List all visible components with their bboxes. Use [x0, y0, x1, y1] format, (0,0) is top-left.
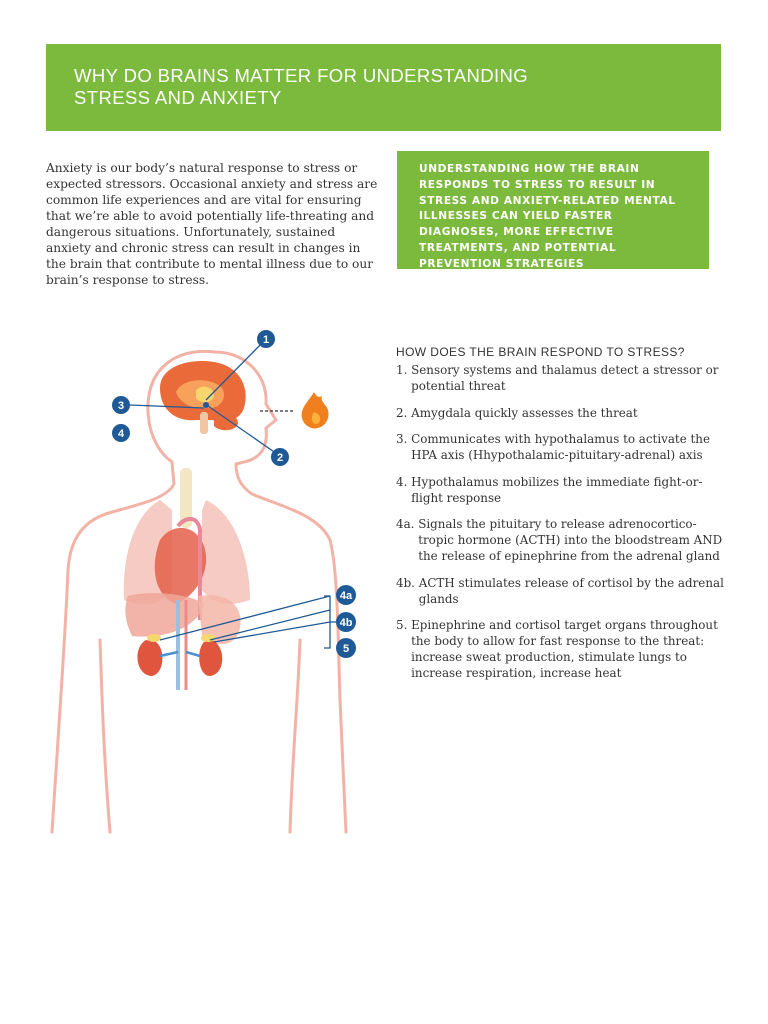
step-text: ACTH stimulates release of cortisol by the adrenal glands — [418, 575, 724, 606]
step-number: 2. — [396, 405, 412, 420]
svg-text:2: 2 — [276, 452, 284, 464]
step-text: Epinephrine and cortisol target organs throughout the body to allow for fast response to the threat: increase sweat production, stimulate lungs to increase respiration, increase heat — [411, 618, 718, 680]
step-item — [396, 617, 726, 681]
thorax-organs — [124, 468, 250, 690]
right-lung — [202, 500, 250, 604]
title-banner — [46, 44, 721, 131]
step-text: Communicates with hypothalamus to activate the HPA axis (Hhypothalamic-pituitary-adrenal) axis — [411, 432, 710, 462]
step-item — [396, 362, 726, 394]
step-number: 4b. — [396, 575, 419, 590]
steps-heading: HOW DOES THE BRAIN RESPOND TO STRESS? — [396, 345, 685, 359]
stress-response-steps — [396, 344, 726, 692]
step-number: 4. — [396, 474, 412, 489]
amygdala — [203, 402, 209, 408]
svg-text:4a: 4a — [339, 590, 353, 602]
step-item — [396, 405, 726, 421]
marker-1 — [257, 330, 275, 348]
svg-text:1: 1 — [262, 334, 270, 346]
svg-text:3: 3 — [117, 400, 125, 412]
liver — [125, 593, 204, 636]
step-text: Sensory systems and thalamus detect a stressor or potential threat — [411, 363, 719, 393]
marker-5 — [336, 638, 356, 658]
step-number: 3. — [396, 432, 412, 446]
left-kidney — [137, 640, 162, 676]
step-number: 5. — [396, 618, 412, 632]
page-title: WHY DO BRAINS MATTER FOR UNDERSTANDING STRESS AND ANXIETY — [74, 65, 529, 108]
flame-icon — [302, 392, 329, 429]
step-item — [396, 575, 726, 607]
right-kidney — [199, 640, 222, 676]
callout-box — [397, 151, 709, 269]
svg-text:5: 5 — [342, 643, 350, 655]
left-adrenal — [147, 634, 161, 642]
intro-paragraph: Anxiety is our body’s natural response to stress or expected stressors. Occasional anxiety and stress are common life experiences and are vital for ensuring that we’re able to avoid potentially life-threating and dangerous situations. Unfortunately, sustained anxiety and chronic stress can result in changes in the brain that contribute to mental illness due to our brain’s response to stress. — [46, 161, 378, 287]
marker-4a — [336, 585, 356, 605]
marker-4b — [336, 612, 356, 632]
step-text: Hypothalamus mobilizes the immediate fight-or-flight response — [411, 474, 703, 505]
marker-3 — [112, 396, 130, 414]
step-number: 1. — [396, 363, 412, 377]
brainstem — [200, 412, 208, 434]
marker-2 — [271, 448, 289, 466]
right-adrenal — [201, 634, 215, 642]
step-item — [396, 431, 726, 463]
stress-response-illustration — [0, 300, 390, 840]
svg-text:4b: 4b — [339, 617, 353, 629]
step-text: Amygdala quickly assesses the threat — [411, 405, 638, 420]
svg-text:4: 4 — [117, 428, 125, 440]
marker-4 — [112, 424, 130, 442]
step-text: Signals the pituitary to release adrenocortico-tropic hormone (ACTH) into the bloodstream AND the release of epinephrine from the adrenal gland — [418, 517, 723, 563]
step-item — [396, 474, 726, 506]
step-item — [396, 516, 726, 564]
step-number: 4a. — [396, 517, 419, 531]
callout-text: UNDERSTANDING HOW THE BRAIN RESPONDS TO STRESS TO RESULT IN STRESS AND ANXIETY-RELATED MENTAL ILLNESSES CAN YIELD FASTER DIAGNOSES, MORE EFFECTIVE TREATMENTS, AND POTENTIAL PREVENTION STRATEGIES — [419, 163, 676, 270]
